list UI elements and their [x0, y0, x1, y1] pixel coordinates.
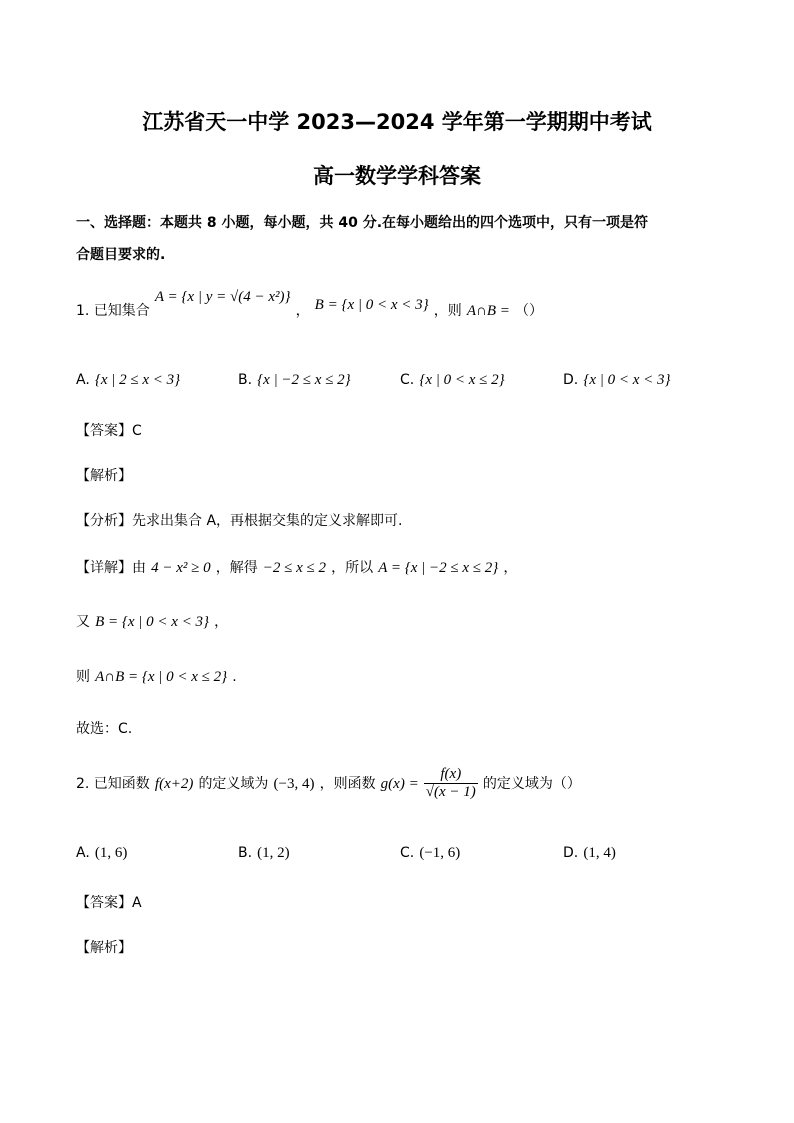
q1-analysis-head: 【解析】	[76, 468, 132, 484]
q1-suffix-pre: ，则	[433, 303, 462, 319]
q1-option-a[interactable]: A. {x | 2 ≤ x < 3}	[76, 372, 181, 388]
q1-line-c: 则 A∩B = {x | 0 < x ≤ 2} .	[76, 669, 237, 685]
q2-option-a[interactable]: A. (1, 6)	[76, 845, 128, 861]
q1-option-c[interactable]: C. {x | 0 < x ≤ 2}	[400, 372, 505, 388]
q2-option-c[interactable]: C. (−1, 6)	[400, 845, 461, 861]
question-2: 2. 已知函数 f(x+2) 的定义域为 (−3, 4) ，则函数 g(x) = $\frac{f(x)}{√(x - 1)}$ 的定义域为（）	[76, 766, 581, 800]
q1-fenxi: 【分析】先求出集合 A，再根据交集的定义求解即可.	[76, 513, 403, 529]
q1-expr: A∩B =	[466, 303, 510, 319]
q1-prefix: 1. 已知集合	[76, 303, 150, 319]
q1-set-a: A = {x | y = √(4 − x²)}	[154, 289, 291, 305]
q1-suffix: （）	[514, 303, 543, 319]
section-heading: 一、选择题：本题共 8 小题，每小题，共 40 分.在每小题给出的四个选项中，只有一项是符	[76, 215, 649, 231]
q1-set-b: B = {x | 0 < x < 3}	[314, 297, 429, 313]
q1-sep: ，	[295, 303, 310, 319]
section-heading-cont: 合题目要求的.	[76, 247, 166, 263]
q1-answer: 【答案】C	[76, 423, 142, 439]
page-subtitle: 高一数学学科答案	[313, 164, 481, 188]
q1-xiangjie: 【详解】由 4 − x² ≥ 0 ，解得 −2 ≤ x ≤ 2 ，所以 A = {x | −2 ≤ x ≤ 2} ，	[76, 560, 518, 576]
q2-option-b[interactable]: B. (1, 2)	[238, 845, 290, 861]
q2-answer: 【答案】A	[76, 895, 142, 911]
q1-option-d[interactable]: D. {x | 0 < x < 3}	[563, 372, 671, 388]
q2-fraction: $\frac{f(x)}{√(x - 1)}$	[425, 766, 476, 800]
q2-analysis-head: 【解析】	[76, 940, 132, 956]
page-title: 江苏省天一中学 2023—2024 学年第一学期期中考试	[142, 110, 652, 134]
q1-option-b[interactable]: B. {x | −2 ≤ x ≤ 2}	[238, 372, 351, 388]
q1-line-b: 又 B = {x | 0 < x < 3} ，	[76, 614, 229, 630]
question-1	[76, 289, 543, 320]
q2-option-d[interactable]: D. (1, 4)	[563, 845, 616, 861]
q1-conclusion: 故选：C.	[76, 721, 133, 737]
